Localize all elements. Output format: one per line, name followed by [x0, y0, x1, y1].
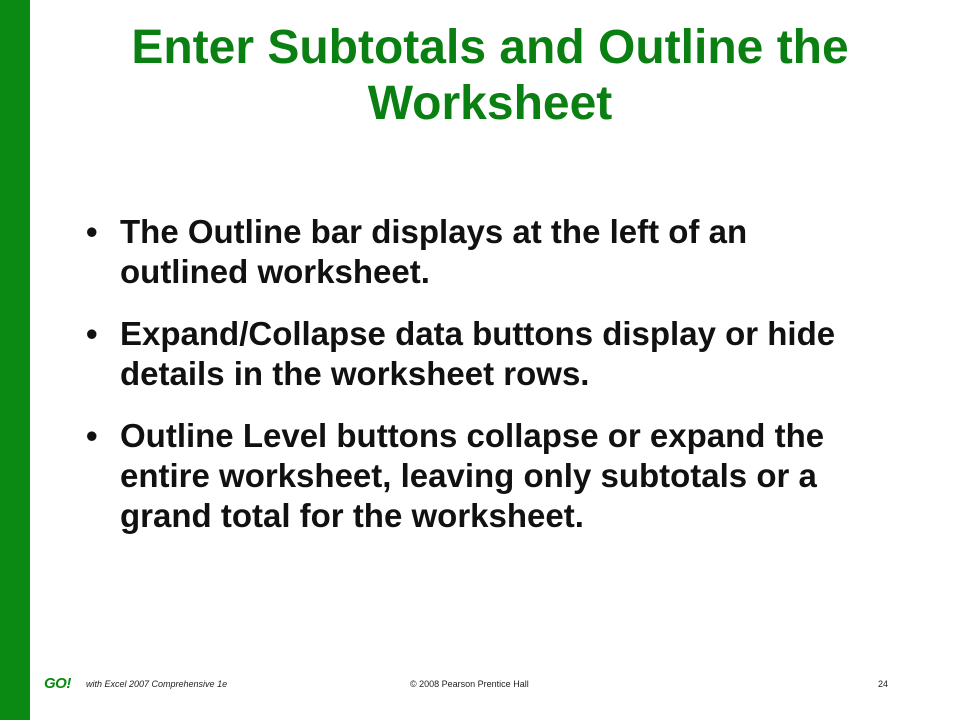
footer-book-title: with Excel 2007 Comprehensive 1e — [86, 679, 228, 689]
bullet-item-2 — [80, 314, 880, 394]
bullet-item-1 — [80, 212, 880, 292]
bullet-item-3 — [80, 416, 880, 536]
bullet-list — [80, 212, 880, 558]
go-logo: GO! — [44, 675, 71, 692]
bullet-text: Expand/Collapse data buttons display or hide details in the worksheet rows. — [120, 315, 836, 392]
slide-footer — [0, 676, 960, 696]
slide-title: Enter Subtotals and Outline the Worksheet — [131, 21, 849, 130]
bullet-text: The Outline bar displays at the left of an outlined worksheet. — [120, 213, 748, 290]
bullet-text: Outline Level buttons collapse or expand the entire worksheet, leaving only subtotals or a grand total for the worksheet. — [120, 417, 825, 534]
bullet-icon: • — [86, 315, 98, 352]
footer-copyright: © 2008 Pearson Prentice Hall — [410, 679, 529, 689]
bullet-icon: • — [86, 417, 98, 454]
bullet-icon: • — [86, 213, 98, 250]
page-number: 24 — [878, 679, 889, 689]
left-accent-bar — [0, 0, 30, 720]
